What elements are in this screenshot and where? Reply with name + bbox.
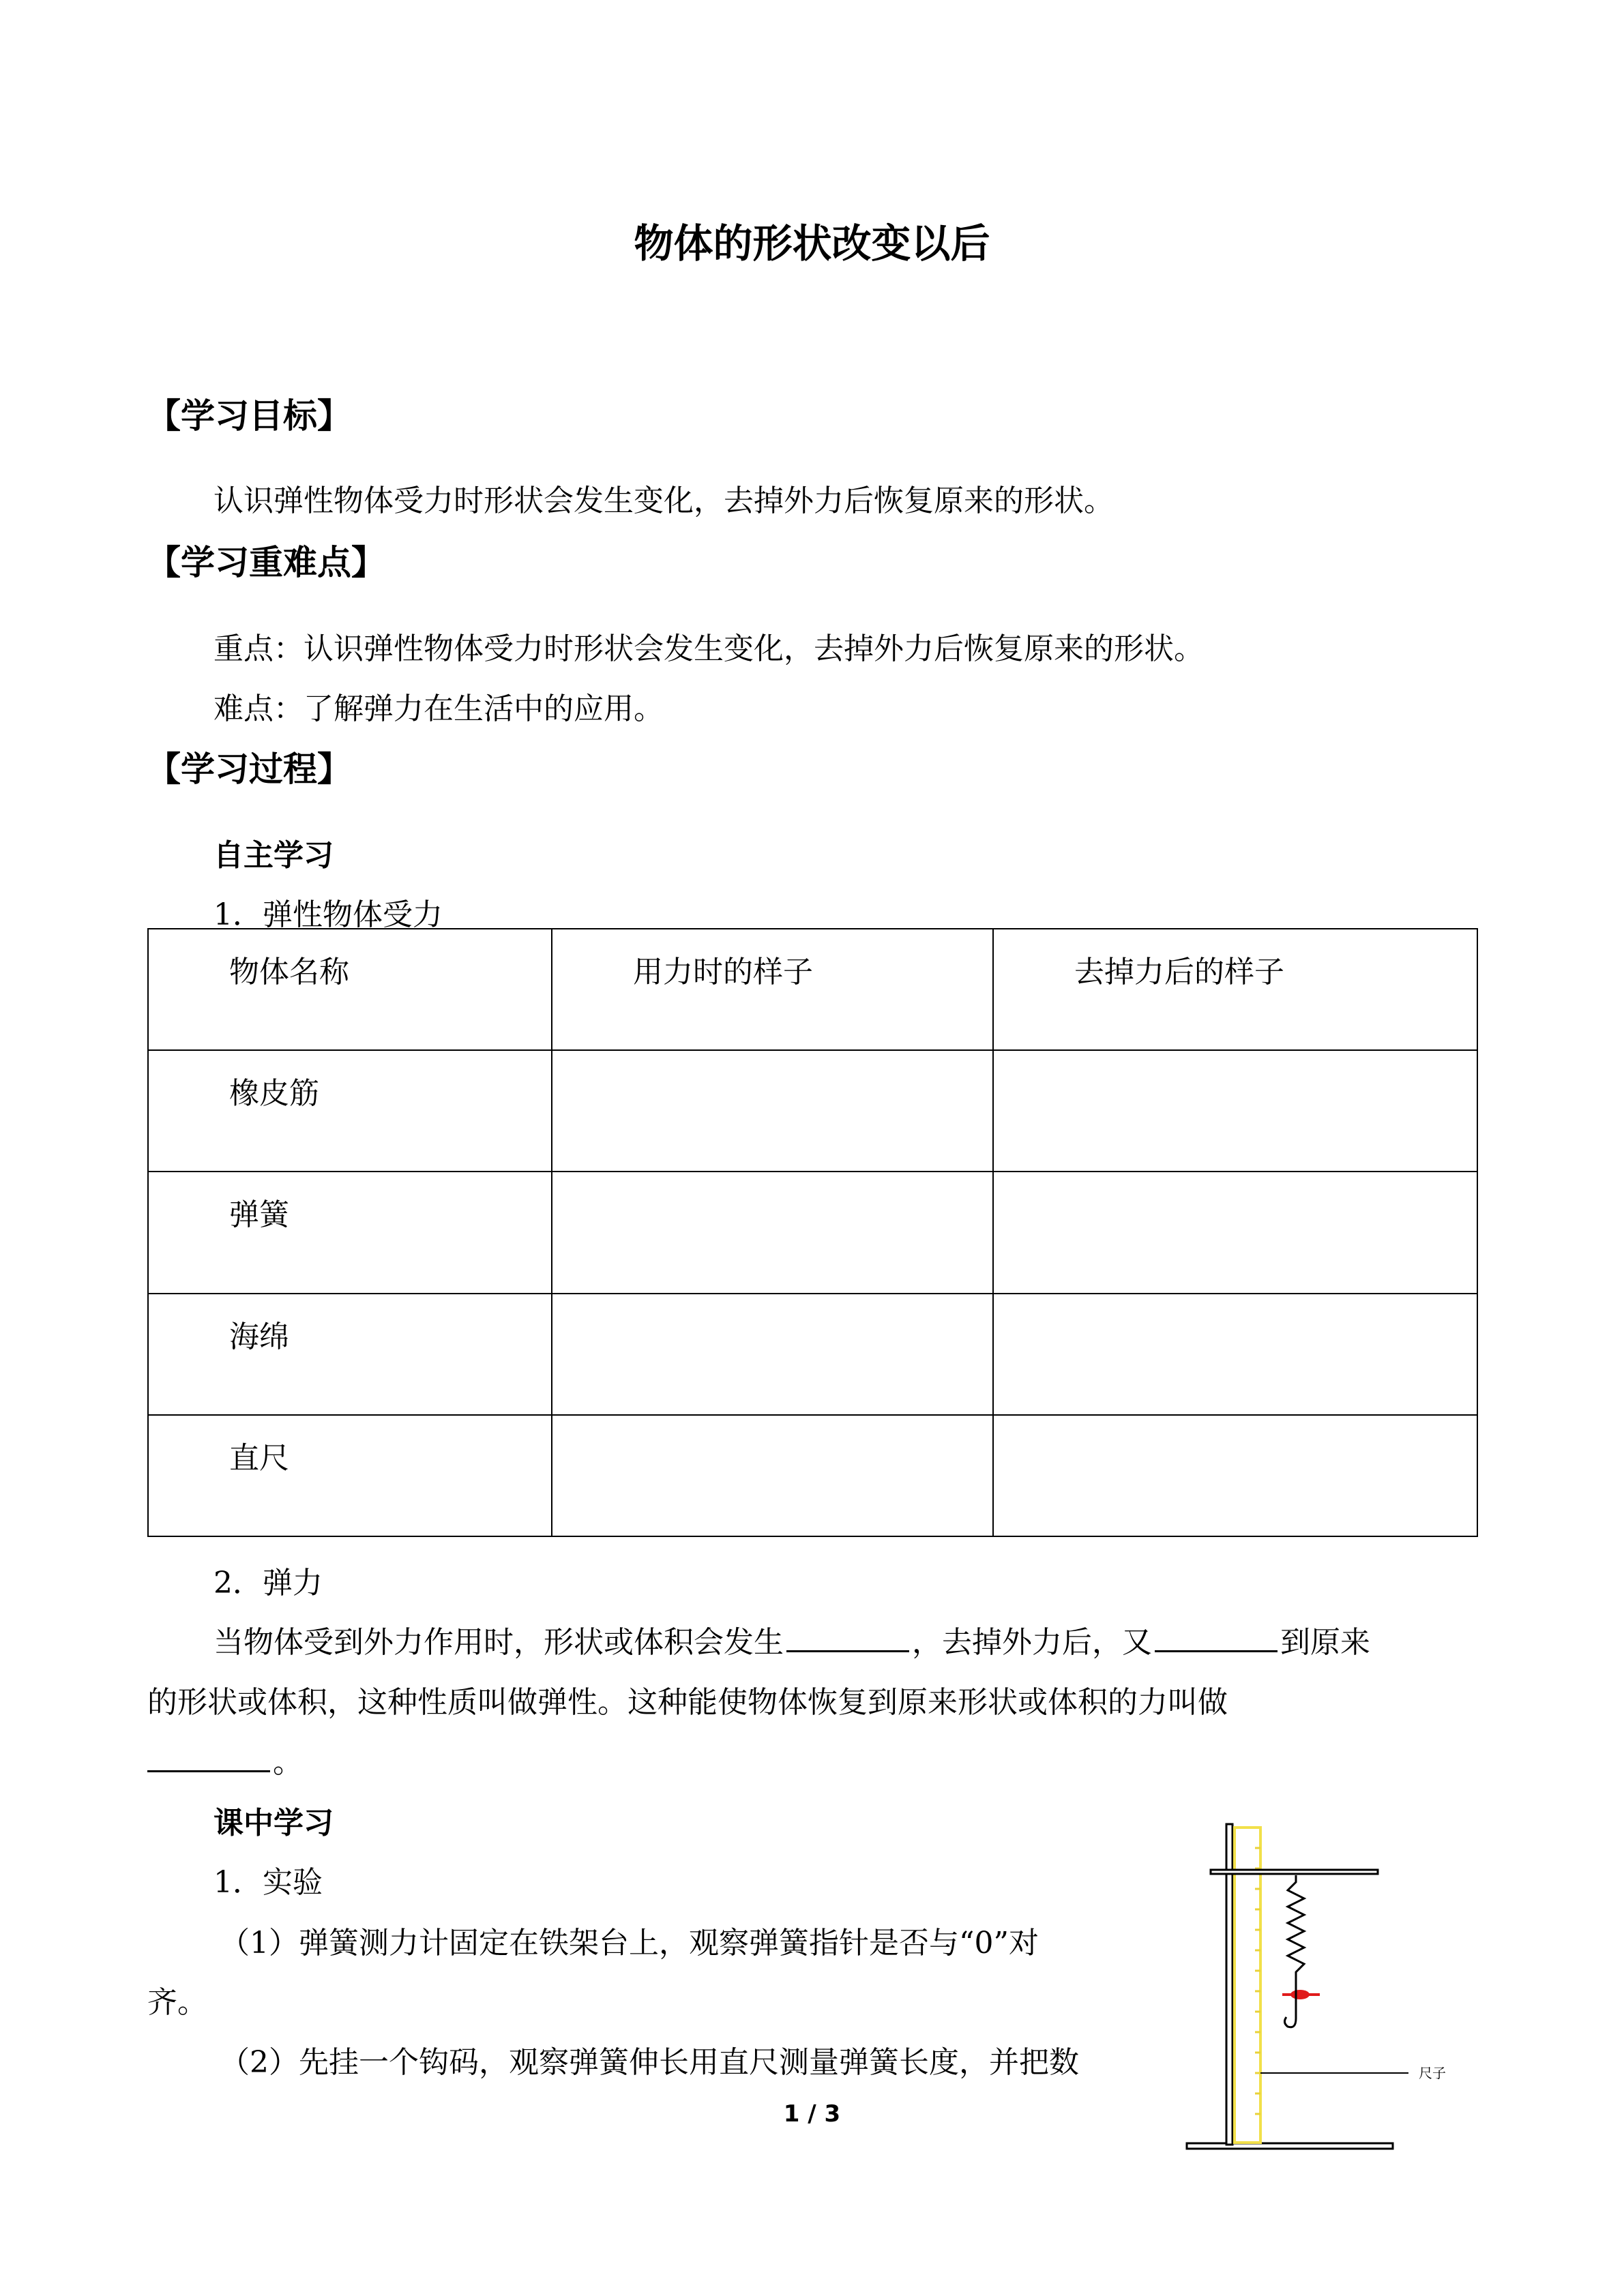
- table-cell: [993, 1415, 1477, 1536]
- item2-label: 2．弹力: [213, 1566, 323, 1600]
- fill-blank[interactable]: [147, 1743, 270, 1772]
- table-row: [148, 1172, 1477, 1293]
- paragraph-text: ，去掉外力后，又: [912, 1625, 1152, 1660]
- table-cell: [993, 1172, 1477, 1293]
- item1-label: 1．弹性物体受力: [213, 897, 443, 932]
- table-cell: [993, 1050, 1477, 1172]
- experiment-step2-line1: （2）先挂一个钩码，观察弹簧伸长用直尺测量弹簧长度，并把数: [220, 2045, 1079, 2080]
- table-row: [148, 1050, 1477, 1172]
- paragraph-text: 。: [273, 1745, 303, 1780]
- process-heading: 【学习过程】: [147, 749, 351, 789]
- elasticity-table: [147, 928, 1478, 1537]
- elastic-paragraph-line2: 的形状或体积，这种性质叫做弹性。这种能使物体恢复到原来形状或体积的力叫做: [147, 1685, 1228, 1720]
- table-header-row: [148, 929, 1477, 1050]
- elastic-paragraph-line3: [147, 1738, 303, 1781]
- page-title: 物体的形状改变以后: [634, 220, 990, 267]
- table-cell: 直尺: [148, 1415, 552, 1536]
- table-cell: 橡皮筋: [148, 1050, 552, 1172]
- table-row: [148, 1415, 1477, 1536]
- table-cell: 海绵: [148, 1294, 552, 1415]
- ruler-label: 尺子: [1419, 2065, 1446, 2081]
- table-cell: [552, 1415, 993, 1536]
- spring: [1288, 1875, 1304, 1978]
- table-row: [148, 1294, 1477, 1415]
- experiment-step1-line2: 齐。: [147, 1985, 207, 2020]
- stand-base: [1187, 2143, 1393, 2149]
- table-header: 去掉力后的样子: [993, 929, 1477, 1050]
- fill-blank[interactable]: [786, 1623, 909, 1652]
- table-header: 物体名称: [148, 929, 552, 1050]
- goal-text: 认识弹性物体受力时形状会发生变化，去掉外力后恢复原来的形状。: [213, 483, 1114, 518]
- difficult-point: 难点：了解弹力在生活中的应用。: [213, 691, 664, 726]
- stand-arm: [1211, 1870, 1378, 1874]
- elastic-paragraph-line1: [213, 1617, 1370, 1661]
- key-heading: 【学习重难点】: [147, 543, 385, 582]
- goal-heading: 【学习目标】: [147, 396, 351, 436]
- hook: [1284, 2008, 1296, 2027]
- table-cell: [552, 1294, 993, 1415]
- fill-blank[interactable]: [1155, 1623, 1278, 1652]
- table-cell: 弹簧: [148, 1172, 552, 1293]
- table-header: 用力时的样子: [552, 929, 993, 1050]
- paragraph-text: 到原来: [1280, 1625, 1370, 1660]
- class-study-label: 课中学习: [213, 1806, 334, 1840]
- table-cell: [993, 1294, 1477, 1415]
- experiment-title: 1．实验: [213, 1865, 323, 1900]
- paragraph-text: 当物体受到外力作用时，形状或体积会发生: [213, 1625, 784, 1660]
- pointer-marker: [1282, 1990, 1320, 1999]
- page-number: 1 / 3: [783, 2100, 841, 2128]
- experiment-step1-line1: （1）弹簧测力计固定在铁架台上，观察弹簧指针是否与“0”对: [220, 1926, 1039, 1960]
- self-study-label: 自主学习: [213, 838, 334, 873]
- key-point: 重点：认识弹性物体受力时形状会发生变化，去掉外力后恢复原来的形状。: [213, 631, 1204, 666]
- table-cell: [552, 1172, 993, 1293]
- table-cell: [552, 1050, 993, 1172]
